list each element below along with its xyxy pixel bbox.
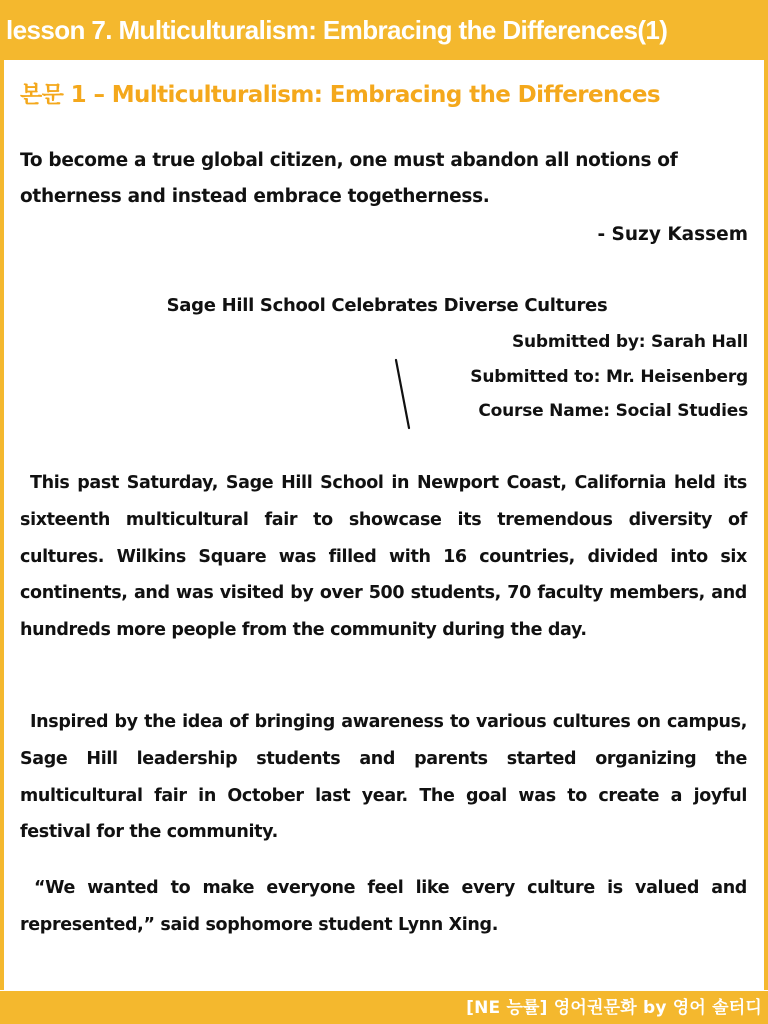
article-title: Sage Hill School Celebrates Diverse Cultures: [166, 295, 608, 316]
quote-author: - Suzy Kassem: [597, 224, 748, 245]
article-paragraph: “We wanted to make everyone feel like every culture is valued and represented,” said sophomore student Lynn Xing.: [20, 878, 747, 935]
epigraph-quote: To become a true global citizen, one must abandon all notions of otherness and instead embrace togetherness.: [20, 150, 678, 207]
article-paragraph: Inspired by the idea of bringing awareness to various cultures on campus, Sage Hill leadership students and parents started organizing the multicultural fair in October last year. The goal was to create a joyful festival for the community.: [20, 712, 747, 843]
page-title: lesson 7. Multiculturalism: Embracing the Differences(1): [6, 15, 668, 45]
submitted-to: Submitted to: Mr. Heisenberg: [470, 366, 748, 387]
submitted-by: Submitted by: Sarah Hall: [511, 332, 748, 352]
header-bar: [0, 0, 768, 60]
pen-stroke-mark: [390, 356, 416, 434]
footer-credit: [NE 능률] 영어권문화 by 영어 솔터디: [466, 998, 762, 1018]
course-name: Course Name: Social Studies: [478, 401, 748, 421]
submission-info: [470, 325, 748, 429]
footer-bar: [0, 991, 768, 1024]
section-title: 본문 1 – Multiculturalism: Embracing the Differences: [20, 82, 660, 108]
article-paragraph: This past Saturday, Sage Hill School in Newport Coast, California held its sixteenth multicultural fair to showcase its tremendous diversity of cultures. Wilkins Square was filled with 16 countries, divided into six continents, and was visited by over 500 students, 70 faculty members, and hundreds more people from the community during the day.: [20, 473, 747, 641]
